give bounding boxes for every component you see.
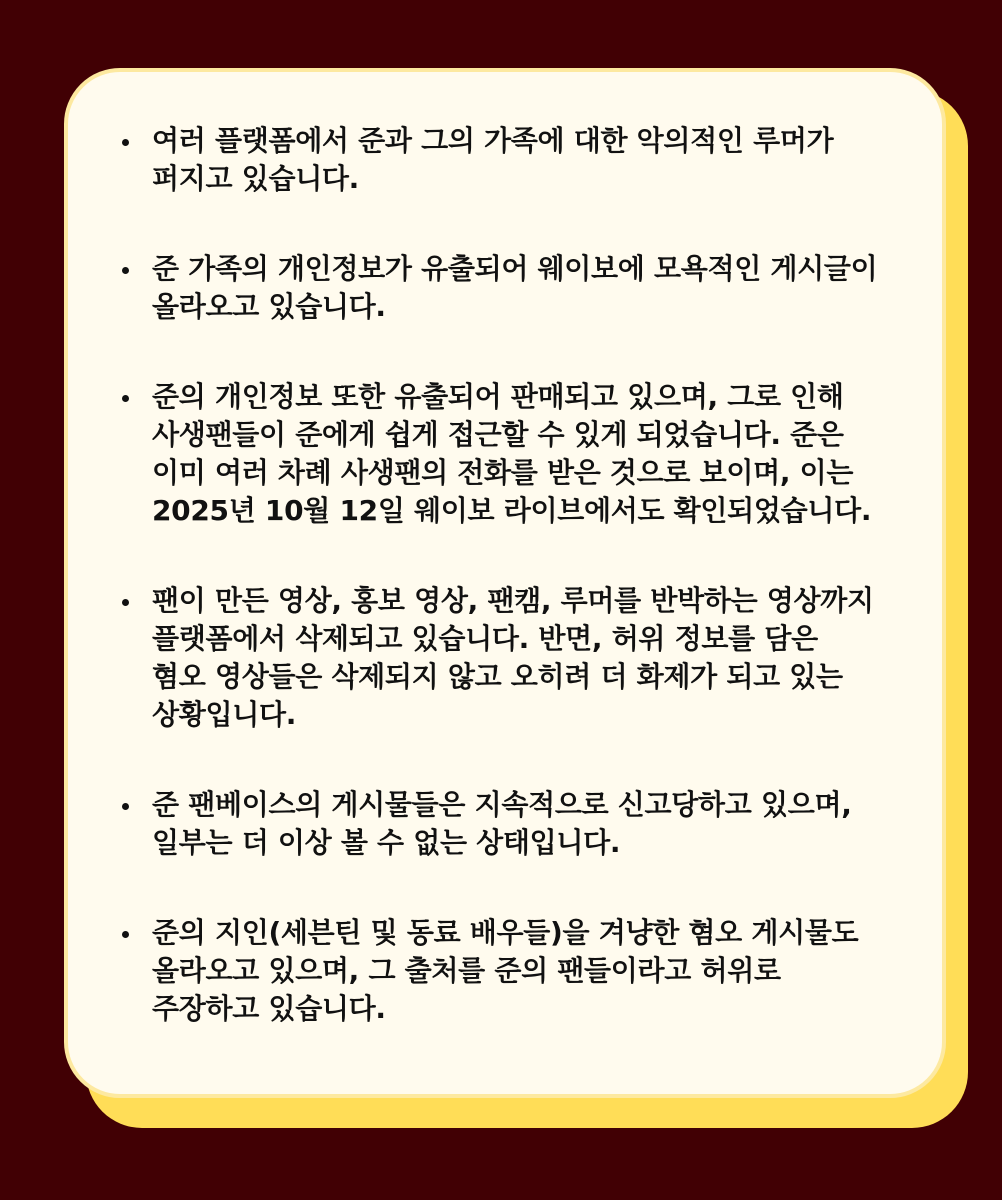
list-item <box>120 122 880 198</box>
list-item-text: 준 가족의 개인정보가 유출되어 웨이보에 모욕적인 게시글이 올라오고 있습니다. <box>152 252 878 323</box>
bullet-dot-icon <box>122 599 129 606</box>
bullet-dot-icon <box>122 267 129 274</box>
list-item-text: 준 팬베이스의 게시물들은 지속적으로 신고당하고 있으며, 일부는 더 이상 볼 수 없는 상태입니다. <box>152 788 852 859</box>
bullet-list <box>120 122 880 1028</box>
list-item <box>120 582 880 734</box>
list-item-text: 여러 플랫폼에서 준과 그의 가족에 대한 악의적인 루머가 퍼지고 있습니다. <box>152 124 834 195</box>
list-item-text: 팬이 만든 영상, 홍보 영상, 팬캠, 루머를 반박하는 영상까지 플랫폼에서 삭제되고 있습니다. 반면, 허위 정보를 담은 혐오 영상들은 삭제되지 않고 오히려 더 화제가 되고 있는 상황입니다. <box>152 584 874 731</box>
list-item-text: 준의 개인정보 또한 유출되어 판매되고 있으며, 그로 인해 사생팬들이 준에게 쉽게 접근할 수 있게 되었습니다. 준은 이미 여러 차례 사생팬의 전화를 받은 것으로 보이며, 이는 2025년 10월 12일 웨이보 라이브에서도 확인되었습니다. <box>152 380 872 527</box>
bullet-dot-icon <box>122 139 129 146</box>
list-item <box>120 250 880 326</box>
list-item <box>120 914 880 1028</box>
list-item <box>120 378 880 530</box>
bullet-dot-icon <box>122 931 129 938</box>
bullet-dot-icon <box>122 395 129 402</box>
list-item <box>120 786 880 862</box>
info-card <box>64 68 946 1098</box>
list-item-text: 준의 지인(세븐틴 및 동료 배우들)을 겨냥한 혐오 게시물도 올라오고 있으며, 그 출처를 준의 팬들이라고 허위로 주장하고 있습니다. <box>152 916 859 1025</box>
bullet-dot-icon <box>122 803 129 810</box>
